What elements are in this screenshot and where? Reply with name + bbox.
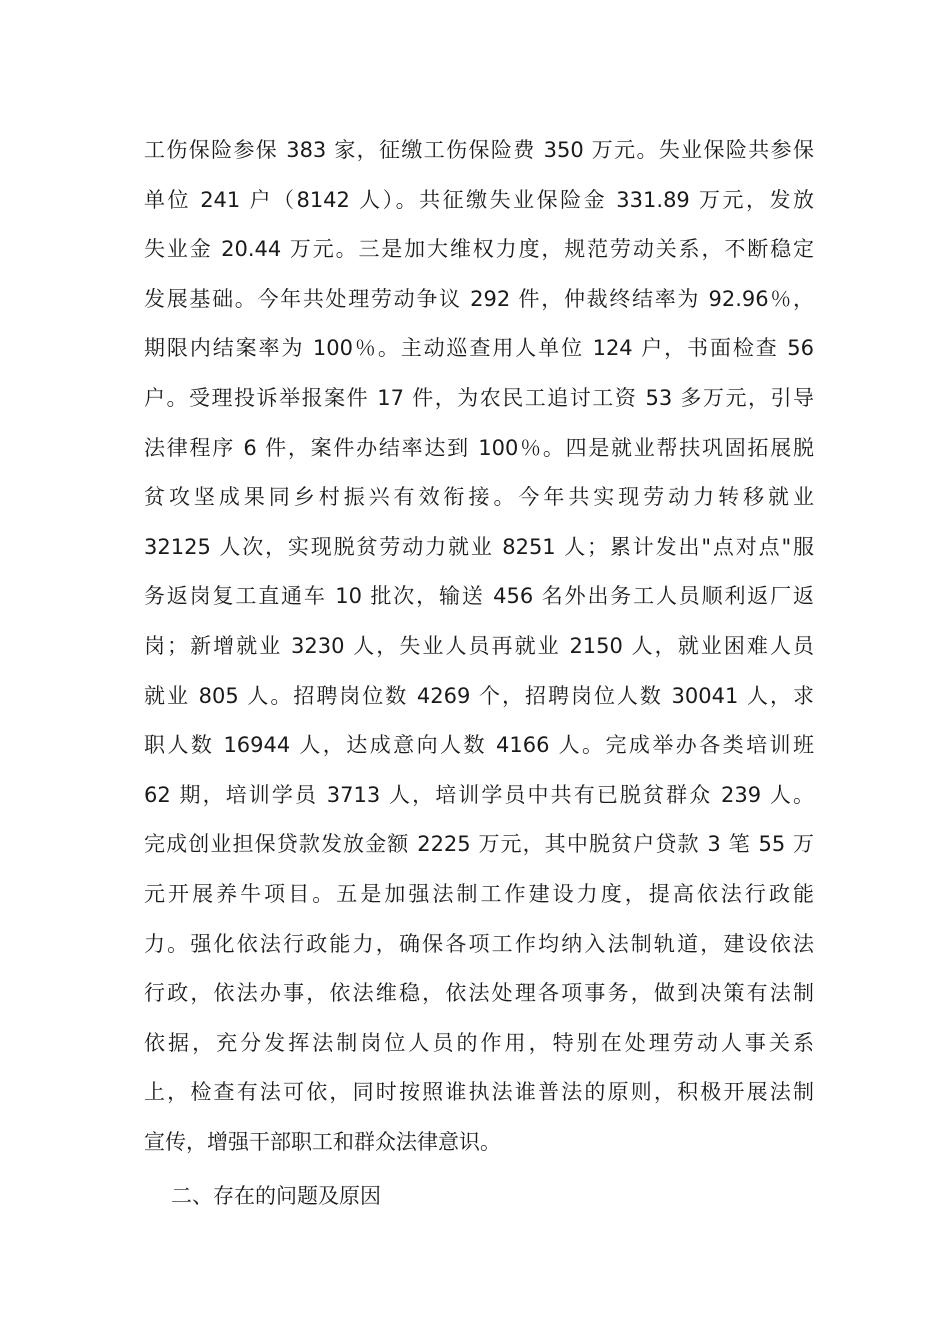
paragraph-line: 务返岗复工直通车 10 批次，输送 456 名外出务工人员顺利返厂返 [144,584,814,609]
paragraph-line: 失业金 20.44 万元。三是加大维权力度，规范劳动关系，不断稳定 [144,237,814,262]
paragraph-line: 完成创业担保贷款发放金额 2225 万元，其中脱贫户贷款 3 笔 55 万 [144,832,814,857]
paragraph-line: 职人数 16944 人，达成意向人数 4166 人。完成举办各类培训班 [144,733,814,758]
paragraph-line: 岗；新增就业 3230 人，失业人员再就业 2150 人，就业困难人员 [144,633,814,658]
paragraph-line: 单位 241 户（8142 人）。共征缴失业保险金 331.89 万元，发放 [144,187,814,212]
paragraph-line: 户。受理投诉举报案件 17 件，为农民工追讨工资 53 多万元，引导 [144,385,814,410]
paragraph-line: 法律程序 6 件，案件办结率达到 100％。四是就业帮扶巩固拓展脱 [144,435,814,460]
section-heading: 二、存在的问题及原因 [171,1184,381,1208]
paragraph-line: 发展基础。今年共处理劳动争议 292 件，仲裁终结率为 92.96％， [144,286,814,311]
paragraph-line: 32125 人次，实现脱贫劳动力就业 8251 人；累计发出"点对点"服 [144,534,814,559]
paragraph-line: 宣传，增强干部职工和群众法律意识。 [144,1129,501,1154]
paragraph-line: 元开展养牛项目。五是加强法制工作建设力度，提高依法行政能 [144,881,814,906]
paragraph-line: 上，检查有法可依，同时按照谁执法谁普法的原则，积极开展法制 [144,1080,814,1105]
paragraph-line: 贫攻坚成果同乡村振兴有效衔接。今年共实现劳动力转移就业 [144,485,814,510]
body-paragraph [144,126,814,1167]
paragraph-line: 工伤保险参保 383 家，征缴工伤保险费 350 万元。失业保险共参保 [144,138,814,162]
paragraph-line: 力。强化依法行政能力，确保各项工作均纳入法制轨道，建设依法 [144,931,814,956]
paragraph-line: 行政，依法办事，依法维稳，依法处理各项事务，做到决策有法制 [144,981,814,1006]
paragraph-line: 62 期，培训学员 3713 人，培训学员中共有已脱贫群众 239 人。 [144,782,814,807]
paragraph-line: 就业 805 人。招聘岗位数 4269 个，招聘岗位人数 30041 人，求 [144,683,814,708]
paragraph-line: 期限内结案率为 100％。主动巡查用人单位 124 户，书面检查 56 [144,336,814,361]
paragraph-line: 依据，充分发挥法制岗位人员的作用，特别在处理劳动人事关系 [144,1030,814,1055]
